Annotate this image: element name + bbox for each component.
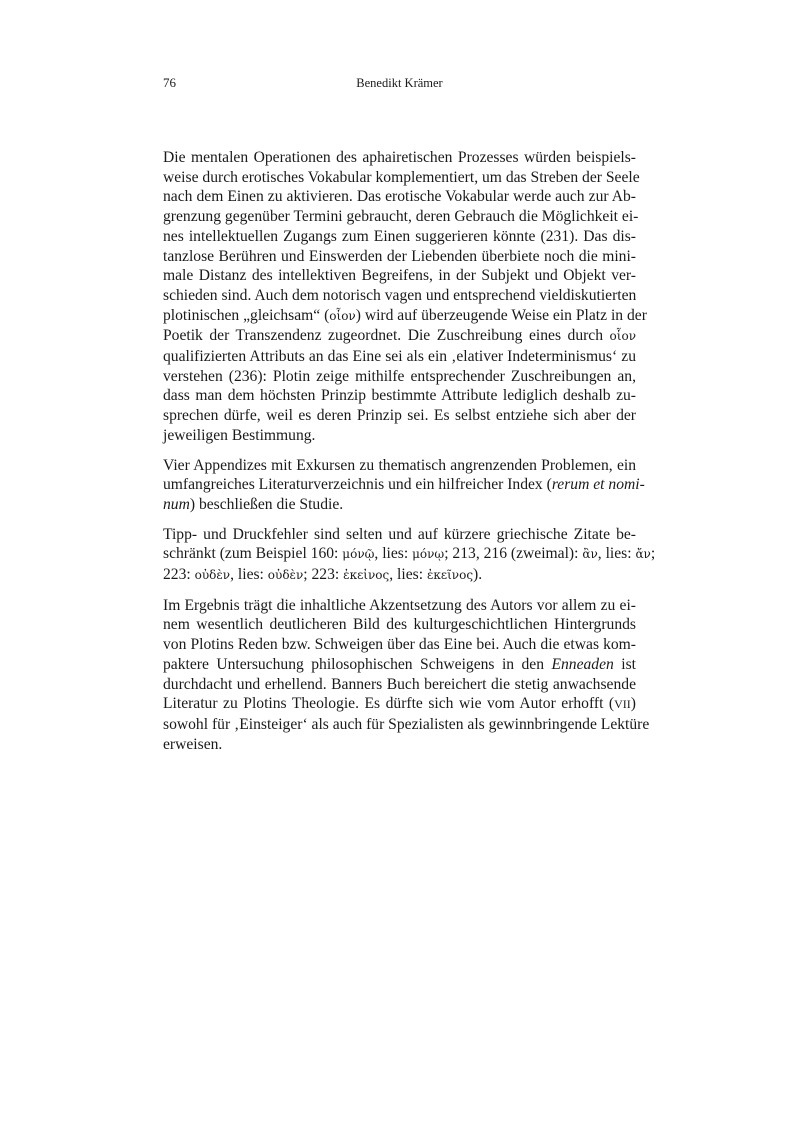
text-line: erweisen.	[163, 735, 223, 753]
text: )	[630, 695, 636, 713]
greek-word: μόνῷ	[342, 547, 375, 562]
text: Poetik der Transzendenz zugeordnet. Die Zuschreibung eines durch	[163, 327, 610, 345]
text-line: nes intellektuellen Zugangs zum Einen suggerieren könnte (231). Das dis-	[163, 227, 636, 245]
greek-word: οἷον	[609, 329, 636, 344]
small-caps-text: VII	[614, 697, 631, 712]
italic-text: Enneaden	[551, 655, 614, 673]
text-line: durchdacht und erhellend. Banners Buch bereichert die stetig anwachsende	[163, 675, 636, 693]
text-line	[163, 306, 647, 327]
text: , lies:	[374, 545, 413, 563]
text-line: male Distanz des intellektiven Begreifens, in der Subjekt und Objekt ver-	[163, 267, 636, 285]
text: umfangreiches Literaturverzeichnis und ein hilfreicher Index (	[163, 476, 552, 494]
text-line	[163, 565, 636, 586]
text: ).	[473, 566, 483, 584]
paragraph-1	[163, 148, 647, 446]
text-line: verstehen (236): Plotin zeige mithilfe entsprechender Zuschreibungen an,	[163, 367, 636, 385]
text-line: Tipp- und Druckfehler sind selten und auf kürzere griechische Zitate be-	[163, 525, 636, 543]
text: paktere Untersuchung philosophischen Schweigens in den	[163, 655, 552, 673]
greek-word: οὐδὲν	[267, 568, 304, 583]
text: 223:	[163, 566, 195, 584]
text-line	[163, 544, 656, 565]
text: ) wird auf überzeugende Weise ein Platz in der	[355, 306, 647, 324]
paragraph-4	[163, 596, 650, 755]
text-line	[163, 475, 645, 495]
text-line	[163, 694, 636, 715]
italic-text: num	[163, 495, 190, 513]
greek-word: ἐκεῖνος	[426, 568, 474, 583]
text: plotinischen „gleichsam“ (	[163, 306, 330, 324]
text-line: nem wesentlich deutlicheren Bild des kulturgeschichtlichen Hintergrunds	[163, 616, 636, 634]
text: ;	[650, 545, 656, 563]
italic-text: rerum et nomi-	[551, 476, 645, 494]
text-line: sowohl für ‚Einsteiger‘ als auch für Spezialisten als gewinnbringende Lektüre	[163, 715, 650, 733]
text-line: weise durch erotisches Vokabular komplementiert, um das Streben der Seele	[163, 168, 640, 186]
text-line	[163, 326, 636, 347]
text-line: Vier Appendizes mit Exkursen zu thematisch angrenzenden Problemen, ein	[163, 456, 636, 474]
text-line: nach dem Einen zu aktivieren. Das erotische Vokabular werde auch zur Ab-	[163, 188, 636, 206]
text-line: Im Ergebnis trägt die inhaltliche Akzentsetzung des Autors vor allem zu ei-	[163, 596, 636, 614]
text: , lies:	[230, 566, 268, 584]
body-text	[163, 148, 656, 764]
text-line: von Plotins Reden bzw. Schweigen über das Eine bei. Auch die etwas kom-	[163, 636, 636, 654]
text: schränkt (zum Beispiel 160:	[163, 545, 343, 563]
greek-word: οἷον	[329, 308, 356, 323]
greek-word: ἂν	[582, 547, 598, 562]
running-head: Benedikt Krämer	[356, 76, 443, 90]
text-line: tanzlose Berühren und Einswerden der Liebenden überbiete noch die mini-	[163, 247, 636, 265]
page-number: 76	[163, 75, 176, 90]
text-line	[163, 495, 636, 515]
greek-word: ἐκεἰνος	[343, 568, 390, 583]
greek-word: μόνῳ	[412, 547, 445, 562]
text: ) beschließen die Studie.	[189, 495, 344, 513]
text: , lies:	[389, 566, 427, 584]
text: , lies:	[597, 545, 636, 563]
greek-word: ἄν	[635, 547, 651, 562]
text-line: qualifizierten Attributs an das Eine sei als ein ‚elativer Indeterminismus‘ zu	[163, 348, 636, 366]
text-line: dass man dem höchsten Prinzip bestimmte Attribute lediglich deshalb zu-	[163, 387, 636, 405]
text-line: grenzung gegenüber Termini gebraucht, deren Gebrauch die Möglichkeit ei-	[163, 208, 639, 226]
text: ist	[613, 655, 636, 673]
text-line	[163, 655, 636, 675]
text-line: sprechen dürfe, weil es deren Prinzip sei. Es selbst entziehe sich aber der	[163, 407, 636, 425]
paragraph-2	[163, 456, 645, 515]
text-line: Die mentalen Operationen des aphairetischen Prozesses würden beispiels-	[163, 149, 636, 166]
text-line: schieden sind. Auch dem notorisch vagen und entsprechend vieldiskutierten	[163, 286, 637, 304]
paragraph-3	[163, 525, 656, 586]
text: ; 213, 216 (zweimal):	[444, 545, 583, 563]
text: Literatur zu Plotins Theologie. Es dürfte sich wie vom Autor erhofft (	[163, 695, 615, 713]
text: ; 223:	[303, 566, 344, 584]
greek-word: οὐδὲν	[194, 568, 231, 583]
text-line: jeweiligen Bestimmung.	[163, 426, 316, 444]
